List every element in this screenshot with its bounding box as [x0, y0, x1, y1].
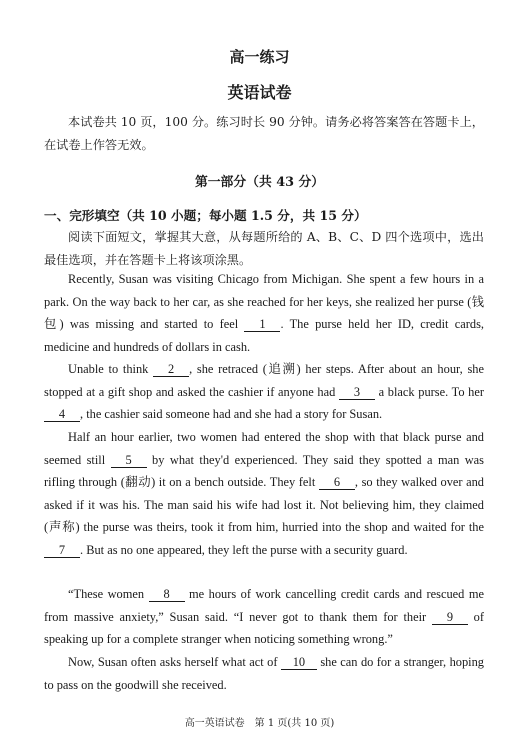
passage-paragraph-5: [44, 651, 484, 696]
passage-paragraph-4: [44, 583, 484, 651]
part1-title: 第一部分（共 43 分）: [194, 175, 325, 190]
passage-text: of speaking up for a complete stranger when noticing something wrong.”: [44, 609, 485, 646]
blank-2: 2: [153, 362, 189, 377]
blank-6: 6: [319, 475, 355, 490]
passage-text: , so they walked over and asked if it was his. The man said his wife had lost it. Not believing him, they claimed (声称) the purse was theirs, took it from him, hurried into the shop and waited for the: [44, 475, 485, 534]
exam-title: 高一练习: [229, 48, 290, 66]
section1-title: 一、完形填空（共 10 小题；每小题 1.5 分，共 15 分）: [44, 208, 367, 223]
passage-text: by what they'd experienced. They said they spotted a man was rifling through (翻动) it on a bench outside. They felt: [44, 452, 484, 489]
blank-7: 7: [44, 543, 80, 558]
blank-1: 1: [244, 317, 280, 332]
passage-text: Now, Susan often asks herself what act of: [68, 655, 281, 669]
section1-directions: 阅读下面短文，掌握其大意，从每题所给的 A、B、C、D 四个选项中，选出最佳选项，并在答题卡上将该项涂黑。: [44, 230, 484, 267]
blank-8: 8: [149, 587, 185, 602]
passage-paragraph-2: [44, 358, 484, 426]
blank-10: 10: [281, 655, 317, 670]
exam-subtitle: 英语试卷: [227, 83, 292, 102]
passage-paragraph-1: [44, 268, 484, 358]
blank-4: 4: [44, 407, 80, 422]
passage-paragraph-3: [44, 426, 484, 561]
passage-text: , she retraced (追溯) her steps. After about an hour, she stopped at a gift shop and asked the cashier if anyone had: [44, 362, 484, 399]
passage-text: . But as no one appeared, they left the purse with a security guard.: [80, 542, 408, 557]
passage-text: me hours of work cancelling credit cards and rescued me from massive anxiety,” Susan said. “I never got to thank them for their: [44, 587, 484, 624]
passage-text: a black purse. To her: [374, 384, 484, 399]
passage-text: Half an hour earlier, two women had entered the shop with that black purse and seemed still: [44, 430, 484, 467]
blank-3: 3: [339, 385, 375, 400]
blank-5: 5: [111, 453, 147, 468]
exam-instructions: 本试卷共 10 页，100 分。练习时长 90 分钟。请务必将答案答在答题卡上，在试卷上作答无效。: [44, 115, 484, 152]
passage-text: . The purse held her ID, credit cards, medicine and hundreds of dollars in cash.: [44, 317, 484, 354]
passage-text: “These women: [68, 587, 149, 601]
passage-text: she can do for a stranger, hoping to pass on the goodwill she received.: [44, 655, 484, 692]
page-footer: 高一英语试卷 第 1 页(共 10 页): [184, 718, 335, 729]
passage-text: Unable to think: [68, 362, 154, 376]
passage-text: , the cashier said someone had and she had a story for Susan.: [80, 407, 383, 421]
blank-9: 9: [432, 610, 468, 625]
passage-text: Recently, Susan was visiting Chicago from Michigan. She spent a few hours in a park. On the way back to her car, as she reached for her keys, she realized her purse (钱包) was missing and started to feel: [44, 272, 484, 331]
